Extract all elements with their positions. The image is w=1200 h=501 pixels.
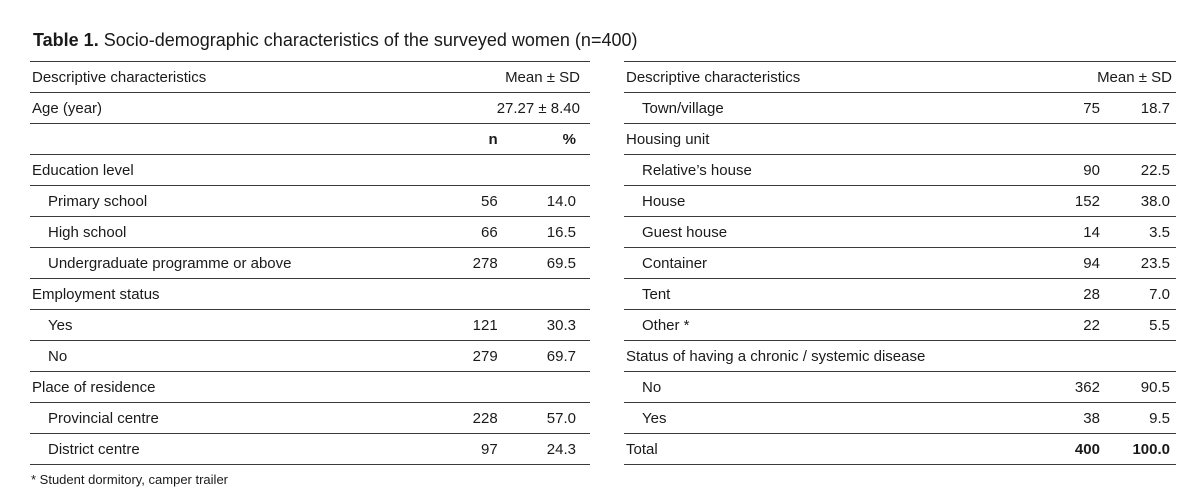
table-row [624, 372, 1176, 403]
section-title: Housing unit [624, 124, 1028, 155]
table-row [624, 248, 1176, 279]
row-label [30, 124, 423, 155]
table-row [624, 186, 1176, 217]
row-n: 362 [1028, 372, 1100, 403]
table-row [624, 403, 1176, 434]
table-header-row [624, 62, 1176, 93]
row-pct: 22.5 [1100, 155, 1176, 186]
table-subheader-row [30, 124, 590, 155]
row-label: No [624, 372, 1028, 403]
row-label: Tent [624, 279, 1028, 310]
row-n: 279 [423, 341, 497, 372]
row-n: 90 [1028, 155, 1100, 186]
row-n: 228 [423, 403, 497, 434]
table-row [30, 341, 590, 372]
section-title: Status of having a chronic / systemic disease [624, 341, 1028, 372]
row-pct: 69.7 [498, 341, 590, 372]
total-row [624, 434, 1176, 465]
row-label: Age (year) [30, 93, 423, 124]
row-label: House [624, 186, 1028, 217]
row-n: 152 [1028, 186, 1100, 217]
row-value: 27.27 ± 8.40 [423, 93, 590, 124]
table-row [30, 217, 590, 248]
row-n: 66 [423, 217, 497, 248]
row-n: 22 [1028, 310, 1100, 341]
row-pct: 3.5 [1100, 217, 1176, 248]
row-label: Relative’s house [624, 155, 1028, 186]
row-label: District centre [30, 434, 423, 465]
row-pct: 90.5 [1100, 372, 1176, 403]
row-label: No [30, 341, 423, 372]
row-n: 121 [423, 310, 497, 341]
total-n: 400 [1028, 434, 1100, 465]
section-row [624, 341, 1176, 372]
row-pct: 24.3 [498, 434, 590, 465]
row-pct: 16.5 [498, 217, 590, 248]
section-row [624, 124, 1176, 155]
section-title: Education level [30, 155, 423, 186]
table-caption-text: Socio-demographic characteristics of the surveyed women (n=400) [103, 30, 638, 50]
row-label: Town/village [624, 93, 1028, 124]
row-n: 94 [1028, 248, 1100, 279]
section-row [30, 372, 590, 403]
total-pct: 100.0 [1100, 434, 1176, 465]
table-row [624, 155, 1176, 186]
row-label: High school [30, 217, 423, 248]
table-caption [33, 30, 637, 51]
header-stat: Mean ± SD [423, 62, 590, 93]
row-pct: 30.3 [498, 310, 590, 341]
table-row [624, 310, 1176, 341]
section-title: Employment status [30, 279, 423, 310]
row-label: Primary school [30, 186, 423, 217]
table-row [30, 93, 590, 124]
header-label: Descriptive characteristics [624, 62, 1028, 93]
section-row [30, 279, 590, 310]
left-table [30, 61, 590, 465]
row-label: Guest house [624, 217, 1028, 248]
table-row [624, 93, 1176, 124]
row-label: Yes [624, 403, 1028, 434]
row-pct: 14.0 [498, 186, 590, 217]
row-label: Provincial centre [30, 403, 423, 434]
table-row [624, 217, 1176, 248]
row-label: Yes [30, 310, 423, 341]
row-n: 28 [1028, 279, 1100, 310]
row-label: Undergraduate programme or above [30, 248, 423, 279]
header-label: Descriptive characteristics [30, 62, 423, 93]
section-title: Place of residence [30, 372, 423, 403]
row-pct: 23.5 [1100, 248, 1176, 279]
row-label: Other * [624, 310, 1028, 341]
row-n: 75 [1028, 93, 1100, 124]
row-pct: 5.5 [1100, 310, 1176, 341]
table-row [30, 186, 590, 217]
row-label: Container [624, 248, 1028, 279]
table-header-row [30, 62, 590, 93]
table-row [30, 403, 590, 434]
pct-header: % [498, 124, 590, 155]
n-header: n [423, 124, 497, 155]
table-row [30, 248, 590, 279]
section-row [30, 155, 590, 186]
right-table [624, 61, 1176, 465]
table-caption-label: Table 1. [33, 30, 99, 50]
header-stat: Mean ± SD [1028, 62, 1176, 93]
row-n: 38 [1028, 403, 1100, 434]
row-n: 97 [423, 434, 497, 465]
table-row [30, 434, 590, 465]
table-row [624, 279, 1176, 310]
row-pct: 9.5 [1100, 403, 1176, 434]
table-row [30, 310, 590, 341]
row-pct: 38.0 [1100, 186, 1176, 217]
row-pct: 7.0 [1100, 279, 1176, 310]
row-n: 14 [1028, 217, 1100, 248]
row-n: 278 [423, 248, 497, 279]
row-pct: 18.7 [1100, 93, 1176, 124]
total-label: Total [624, 434, 1028, 465]
row-pct: 69.5 [498, 248, 590, 279]
row-pct: 57.0 [498, 403, 590, 434]
row-n: 56 [423, 186, 497, 217]
table-footnote: * Student dormitory, camper trailer [31, 472, 228, 487]
